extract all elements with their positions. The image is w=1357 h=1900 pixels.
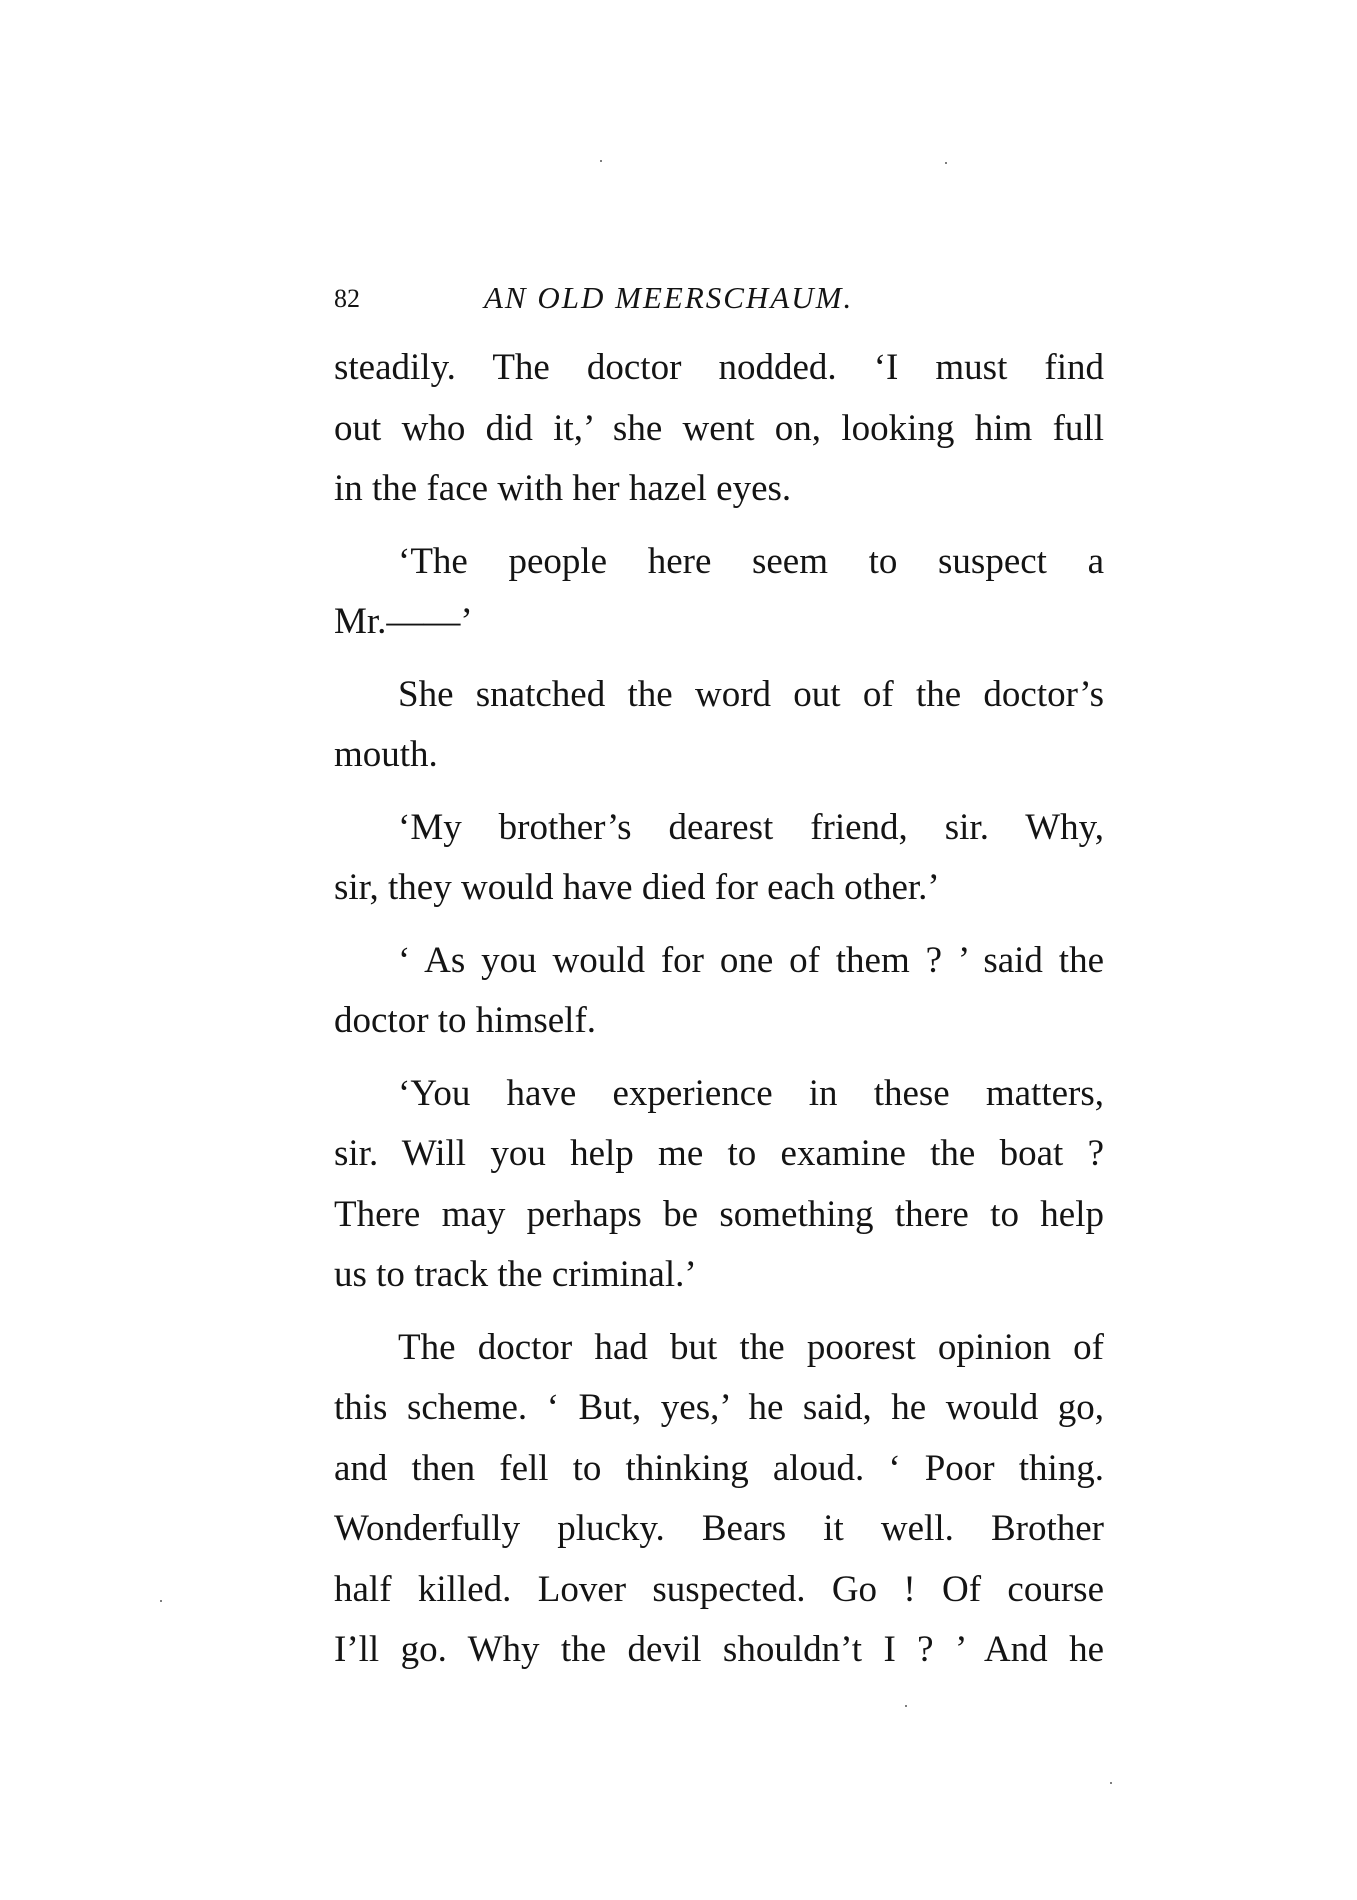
text-line: and then fell to thinking aloud. ‘ Poor thing. <box>334 1447 1104 1489</box>
scan-speck <box>905 1705 907 1707</box>
page-header <box>334 280 1114 320</box>
text-line: sir, they would have died for each other.’ <box>334 867 940 908</box>
text-line: doctor to himself. <box>334 1000 597 1041</box>
paragraph <box>334 338 1104 520</box>
text-line: in the face with her hazel eyes. <box>334 468 792 509</box>
scan-speck <box>600 160 602 162</box>
running-title: AN OLD MEERSCHAUM. <box>484 280 854 315</box>
paragraph <box>334 798 1104 919</box>
body-text <box>334 338 1104 1681</box>
text-line: Mr.——’ <box>334 601 473 642</box>
text-line: There may perhaps be something there to help <box>334 1193 1104 1235</box>
scan-speck <box>160 1600 162 1602</box>
paragraph <box>334 665 1104 786</box>
text-line: ‘My brother’s dearest friend, sir. Why, <box>398 806 1104 848</box>
text-line: The doctor had but the poorest opinion of <box>398 1326 1104 1368</box>
text-line: half killed. Lover suspected. Go ! Of course <box>334 1568 1104 1610</box>
scan-speck <box>945 162 947 164</box>
text-line: steadily. The doctor nodded. ‘I must find <box>334 347 1104 388</box>
text-line: ‘The people here seem to suspect a <box>398 540 1104 582</box>
text-line: this scheme. ‘ But, yes,’ he said, he would go, <box>334 1387 1104 1428</box>
text-line: us to track the criminal.’ <box>334 1254 697 1295</box>
page-number: 82 <box>334 284 360 313</box>
text-line: mouth. <box>334 734 438 775</box>
text-line: ‘ As you would for one of them ? ’ said the <box>398 939 1104 981</box>
text-line: I’ll go. Why the devil shouldn’t I ? ’ And he <box>334 1629 1104 1670</box>
paragraph <box>334 1064 1104 1306</box>
text-line: out who did it,’ she went on, looking him full <box>334 407 1104 449</box>
text-line: Wonderfully plucky. Bears it well. Brother <box>334 1508 1104 1549</box>
paragraph <box>334 931 1104 1052</box>
text-line: sir. Will you help me to examine the boat ? <box>334 1133 1104 1174</box>
scan-speck <box>1110 1782 1112 1784</box>
text-line: She snatched the word out of the doctor’s <box>398 673 1104 715</box>
paragraph <box>334 532 1104 653</box>
text-line: ‘You have experience in these matters, <box>398 1072 1104 1114</box>
paragraph <box>334 1318 1104 1681</box>
